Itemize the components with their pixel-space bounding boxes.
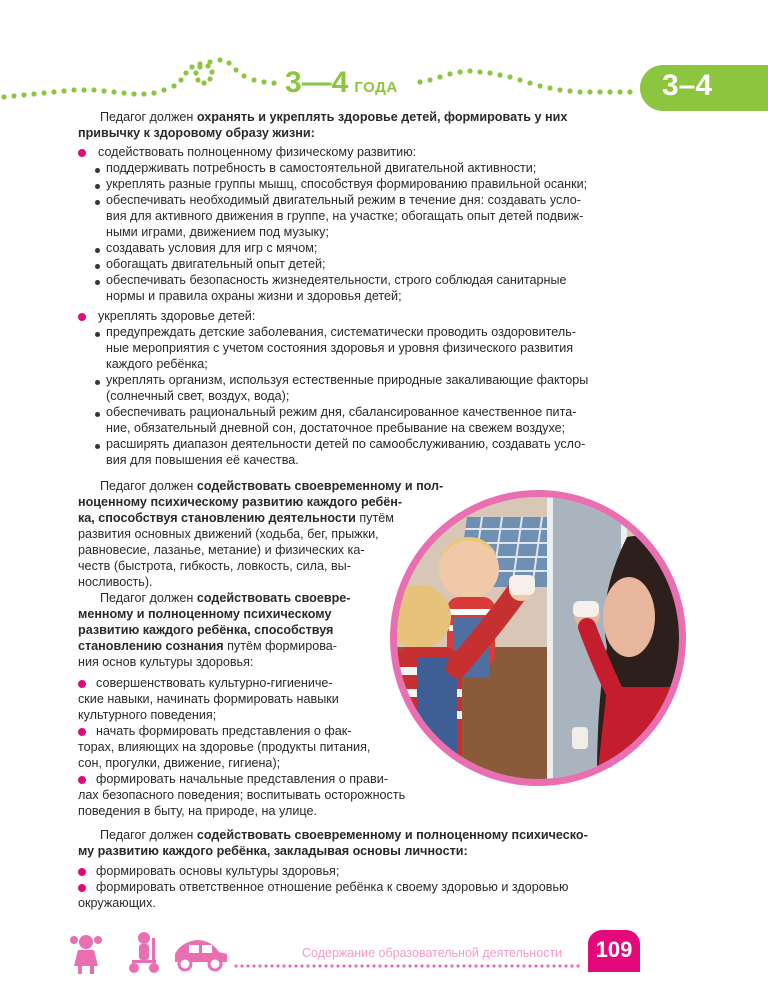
s2-item-1b: ские навыки, начинать формировать навыки xyxy=(78,692,339,706)
s2-item-3b: лах безопасного поведения; воспитывать осторожность xyxy=(78,788,406,802)
s2-p2-line-4 xyxy=(78,639,337,655)
s2-p1-bold-1: содействовать своевременному и пол- xyxy=(196,479,444,493)
s2-item-2c: сон, прогулки, движение, гигиена); xyxy=(78,756,281,770)
section1-sub2-4: расширять диапазон деятельности детей по самообслуживанию, создавать усло- xyxy=(106,437,586,451)
toy-car-icon xyxy=(175,940,227,970)
s2-item-2: начать формировать представления о фак- xyxy=(96,724,352,738)
page-number: 109 xyxy=(588,930,640,972)
section1-sub2-1: предупреждать детские заболевания, систематически проводить оздоровитель- xyxy=(106,325,576,339)
age-heading-number: 3—4 xyxy=(285,66,349,99)
section1-sub2-1c: каждого ребёнка; xyxy=(106,357,208,371)
section1-sub2-2: укреплять организм, используя естественные природные закаливающие факторы xyxy=(106,373,589,387)
s2-p2-line-3: развитию каждого ребёнка, способствуя xyxy=(78,623,334,637)
black-bullet xyxy=(95,380,100,385)
age-tab xyxy=(640,65,768,111)
black-bullet xyxy=(95,168,100,173)
s3-lead: Педагог должен xyxy=(100,828,197,842)
black-bullet xyxy=(95,332,100,337)
section1-item-2: укреплять здоровье детей: xyxy=(98,309,256,323)
black-bullet xyxy=(95,280,100,285)
s2-p1-line-1 xyxy=(100,479,443,495)
s3-bold-1: содействовать своевременному и полноценному психическо- xyxy=(196,828,588,842)
s2-p2-bold-1: содействовать своевре- xyxy=(196,591,351,605)
section1-sub-6: обеспечивать безопасность жизнедеятельности, строго соблюдая санитарные xyxy=(106,273,567,287)
girl-silhouette-icon xyxy=(70,935,102,974)
s2-p1-line-6: честв (быстрота, гибкость, ловкость, сила, вы- xyxy=(78,559,351,573)
s2-p1-line-7: носливость). xyxy=(78,575,153,589)
s2-p2-lead: Педагог должен xyxy=(100,591,197,605)
section1-sub-2: укреплять разные группы мышц, способствуя формированию правильной осанки; xyxy=(106,177,588,191)
section1-sub2-3: обеспечивать рациональный режим дня, сбалансированное качественное пита- xyxy=(106,405,577,419)
s2-p2-bold-4: становлению сознания xyxy=(78,639,224,653)
section1-sub2-1b: ные мероприятия с учетом состояния здоровья и уровня физического развития xyxy=(106,341,574,355)
age-heading-unit: ГОДА xyxy=(354,79,398,96)
s2-p1-lead: Педагог должен xyxy=(100,479,197,493)
section1-sub2-4b: вия для повышения её качества. xyxy=(106,453,299,467)
s3-line-2: му развитию каждого ребёнка, закладывая основы личности: xyxy=(78,844,468,858)
pink-bullet xyxy=(78,313,86,321)
black-bullet xyxy=(95,444,100,449)
s2-item-1: совершенствовать культурно-гигиениче- xyxy=(96,676,333,690)
age-tab-label: 3–4 xyxy=(662,69,713,102)
black-bullet xyxy=(95,264,100,269)
s3-line-1 xyxy=(100,828,588,844)
s2-p2-line-5: ния основ культуры здоровья: xyxy=(78,655,254,669)
intro-lead: Педагог должен xyxy=(100,110,197,124)
s2-p1-bold-3: ка, способствуя становлению деятельности xyxy=(78,511,356,525)
s2-p1-line-4: развития основных движений (ходьба, бег, прыжки, xyxy=(78,527,379,541)
s2-p2-line-2: менному и полноценному психическому xyxy=(78,607,332,621)
section1-sub2-3b: ние, обязательный дневной сон, достаточное пребывание на свежем воздухе; xyxy=(106,421,566,435)
footer-section-title: Содержание образовательной деятельности xyxy=(302,946,563,960)
pink-bullet xyxy=(78,680,86,688)
s3-item-2b: окружающих. xyxy=(78,896,156,910)
s2-p1-tail-3: путём xyxy=(355,511,394,525)
photo-child-and-adult-at-mirror xyxy=(390,490,686,786)
s2-p1-line-5: равновесие, лазанье, метание) и физических ка- xyxy=(78,543,365,557)
section1-sub2-2b: (солнечный свет, воздух, вода); xyxy=(106,389,290,403)
s3-item-2: формировать ответственное отношение ребёнка к своему здоровью и здоровью xyxy=(96,880,569,894)
section1-sub-6b: нормы и правила охраны жизни и здоровья детей; xyxy=(106,289,402,303)
s2-item-1c: культурного поведения; xyxy=(78,708,217,722)
pink-bullet xyxy=(78,884,86,892)
pink-bullet xyxy=(78,868,86,876)
section1-sub-1: поддерживать потребность в самостоятельной двигательной активности; xyxy=(106,161,537,175)
pink-bullet xyxy=(78,149,86,157)
s2-item-3c: поведения в быту, на природе, на улице. xyxy=(78,804,317,818)
age-heading xyxy=(285,66,398,105)
s2-p2-tail-4: путём формирова- xyxy=(223,639,337,653)
section1-sub-5: обогащать двигательный опыт детей; xyxy=(106,257,326,271)
s2-p1-line-2: ноценному психическому развитию каждого ребён- xyxy=(78,495,403,509)
photo-illustration xyxy=(397,497,679,779)
footer-dotted-line xyxy=(234,964,579,967)
section1-sub-3c: ными играми, движением под музыку; xyxy=(106,225,329,239)
intro-line-1 xyxy=(100,110,567,126)
s2-p2-line-1 xyxy=(100,591,350,607)
section1-sub-3: обеспечивать необходимый двигательный режим в течение дня: создавать усло- xyxy=(106,193,581,207)
pink-bullet xyxy=(78,776,86,784)
s3-item-1: формировать основы культуры здоровья; xyxy=(96,864,340,878)
black-bullet xyxy=(95,184,100,189)
pink-bullet xyxy=(78,728,86,736)
s2-p1-line-3 xyxy=(78,511,394,527)
scooter-child-icon xyxy=(129,932,159,973)
black-bullet xyxy=(95,248,100,253)
black-bullet xyxy=(95,412,100,417)
section1-sub-4: создавать условия для игр с мячом; xyxy=(106,241,318,255)
s2-item-2b: торах, влияющих на здоровье (продукты питания, xyxy=(78,740,371,754)
section1-sub-3b: вия для активного движения в группе, на участке; обогащать опыт детей подвиж- xyxy=(106,209,584,223)
s2-item-3: формировать начальные представления о прави- xyxy=(96,772,388,786)
black-bullet xyxy=(95,200,100,205)
section1-item-1: содействовать полноценному физическому развитию: xyxy=(98,145,417,159)
intro-bold-1: охранять и укреплять здоровье детей, формировать у них xyxy=(196,110,568,124)
intro-line-2: привычку к здоровому образу жизни: xyxy=(78,126,315,140)
